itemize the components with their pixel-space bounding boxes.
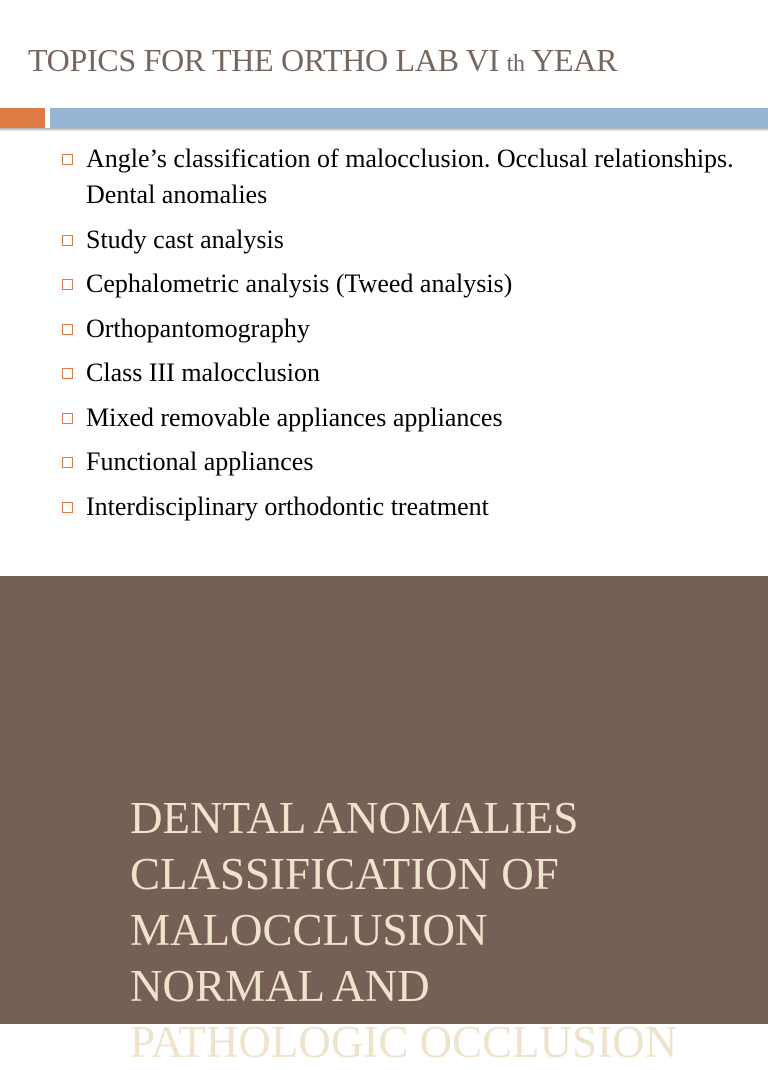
list-item — [62, 222, 742, 258]
list-item — [62, 266, 742, 302]
list-item — [62, 355, 742, 391]
orange-accent-bar — [0, 108, 45, 128]
section-heading — [130, 790, 677, 1070]
blue-accent-bar — [50, 108, 768, 128]
list-item — [62, 489, 742, 525]
list-item-text: Interdisciplinary orthodontic treatment — [86, 491, 489, 521]
square-bullet-icon — [62, 279, 73, 290]
heading-line: NORMAL AND — [130, 961, 430, 1011]
list-item-text: Angle’s classification of malocclusion. Occlusal relationships. Dental anomalies — [86, 144, 734, 209]
list-item — [62, 141, 742, 213]
square-bullet-icon — [62, 368, 73, 379]
square-bullet-icon — [62, 154, 73, 165]
list-item — [62, 311, 742, 347]
list-item-text: Orthopantomography — [86, 313, 310, 343]
list-item — [62, 444, 742, 480]
square-bullet-icon — [62, 457, 73, 468]
list-item-text: Cephalometric analysis (Tweed analysis) — [86, 269, 513, 298]
square-bullet-icon — [62, 235, 73, 246]
list-item-text: Mixed removable appliances appliances — [86, 402, 503, 432]
square-bullet-icon — [62, 413, 73, 424]
list-item-text: Functional appliances — [86, 447, 314, 476]
topics-list — [62, 141, 742, 533]
square-bullet-icon — [62, 324, 73, 335]
heading-line: CLASSIFICATION OF — [130, 849, 559, 899]
list-item-text: Class III malocclusion — [86, 358, 320, 387]
heading-line: DENTAL ANOMALIES — [130, 793, 579, 843]
heading-line: PATHOLOGIC OCCLUSION — [130, 1017, 678, 1067]
list-item — [62, 400, 742, 436]
title-superscript: th — [506, 51, 525, 77]
heading-line: MALOCCLUSION — [130, 905, 488, 955]
slide-section-title — [0, 576, 768, 1067]
list-item-text: Study cast analysis — [86, 224, 284, 254]
title-end: YEAR — [524, 42, 618, 78]
bar-shadow — [0, 128, 768, 131]
title-text: TOPICS FOR THE ORTHO LAB VI — [28, 42, 507, 78]
slide-title — [28, 42, 617, 79]
square-bullet-icon — [62, 502, 73, 513]
